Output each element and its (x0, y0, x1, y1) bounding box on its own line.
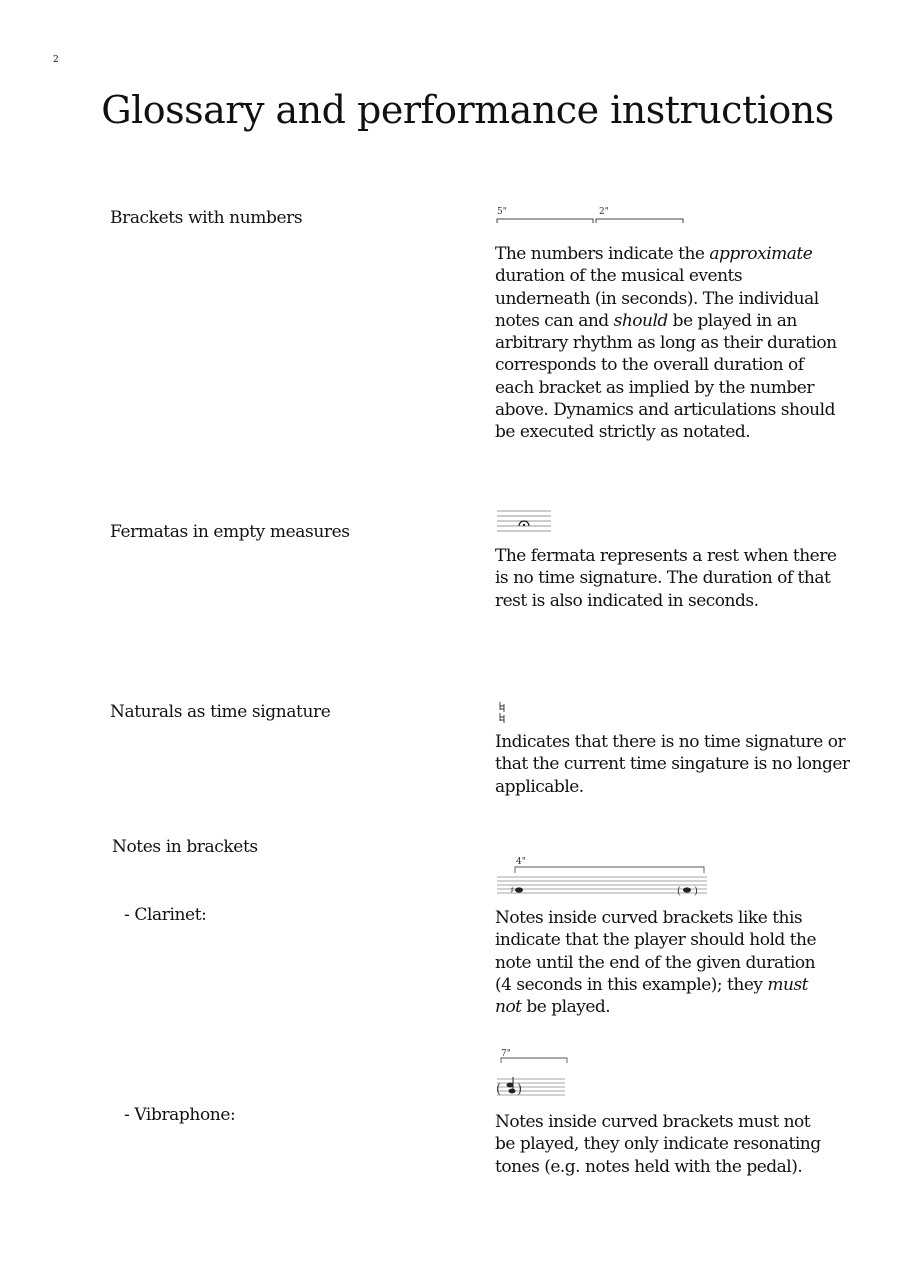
desc-emphasis: should (613, 310, 668, 331)
label-vibraphone: - Vibraphone: (124, 1105, 236, 1125)
clarinet-notation-example (495, 853, 710, 899)
bracket-notation-example (495, 203, 690, 229)
desc-naturals: Indicates that there is no time signature or that the current time singature is no longer applicable. (495, 732, 850, 797)
term-naturals-as-time-signature: Naturals as time signature (110, 702, 331, 722)
curved-bracket-icon: ( (496, 1082, 502, 1097)
bracket-line-2 (596, 219, 683, 223)
accidental-icon: ♯ (510, 886, 515, 896)
curved-bracket-icon: ( (677, 886, 681, 897)
desc-text: duration of the musical events underneath (in seconds). The individual notes can and (495, 266, 819, 331)
clarinet-bracket-line (515, 867, 704, 873)
desc-text: Notes inside curved brackets like this indicate that the player should hold the note until the end of the given duration (4 seconds in this example); they (495, 908, 817, 995)
staff-lines (497, 877, 707, 893)
curved-bracket-icon: ) (517, 1082, 523, 1097)
bracket-label-2: 2" (599, 207, 609, 217)
note-head (515, 887, 523, 892)
desc-clarinet (495, 907, 830, 1018)
term-fermatas-in-empty-measures: Fermatas in empty measures (110, 522, 350, 542)
curved-bracket-icon: ) (694, 886, 698, 897)
label-clarinet: - Clarinet: (124, 905, 207, 925)
vibraphone-notation-example (495, 1045, 575, 1103)
desc-emphasis: approximate (709, 244, 813, 264)
note-head (509, 1089, 516, 1094)
desc-text: be played in an arbitrary rhythm as long as their duration corresponds to the overall duration of each bracket as implied by the number above. Dynamics and articulations should be executed strictly as notated. (495, 310, 837, 443)
desc-vibraphone: Notes inside curved brackets must not be played, they only indicate resonating tones (e.g. notes held with the pedal). (495, 1112, 821, 1177)
page-title: Glossary and performance instructions (101, 88, 834, 132)
desc-text: be played. (521, 997, 611, 1018)
vibraphone-bracket-line (501, 1058, 567, 1063)
staff-lines (497, 1079, 565, 1095)
note-head (683, 887, 691, 892)
desc-brackets-with-numbers (495, 243, 840, 444)
note-head (507, 1083, 514, 1088)
fermata-staff-example (495, 508, 555, 536)
naturals-time-signature-icon (497, 700, 509, 726)
term-brackets-with-numbers: Brackets with numbers (110, 208, 303, 228)
vibraphone-bracket-label: 7" (501, 1049, 511, 1059)
desc-text: The numbers indicate the (495, 244, 710, 264)
bracket-line-1 (497, 219, 593, 223)
page-number: 2 (53, 55, 59, 65)
fermata-dot (523, 524, 525, 526)
desc-emphasis: must not (495, 974, 809, 1018)
term-notes-in-brackets: Notes in brackets (112, 837, 258, 857)
bracket-label-1: 5" (497, 207, 507, 217)
desc-fermatas: The fermata represents a rest when there is no time signature. The duration of that rest is also indicated in seconds. (495, 546, 837, 611)
clarinet-bracket-label: 4" (516, 857, 526, 867)
